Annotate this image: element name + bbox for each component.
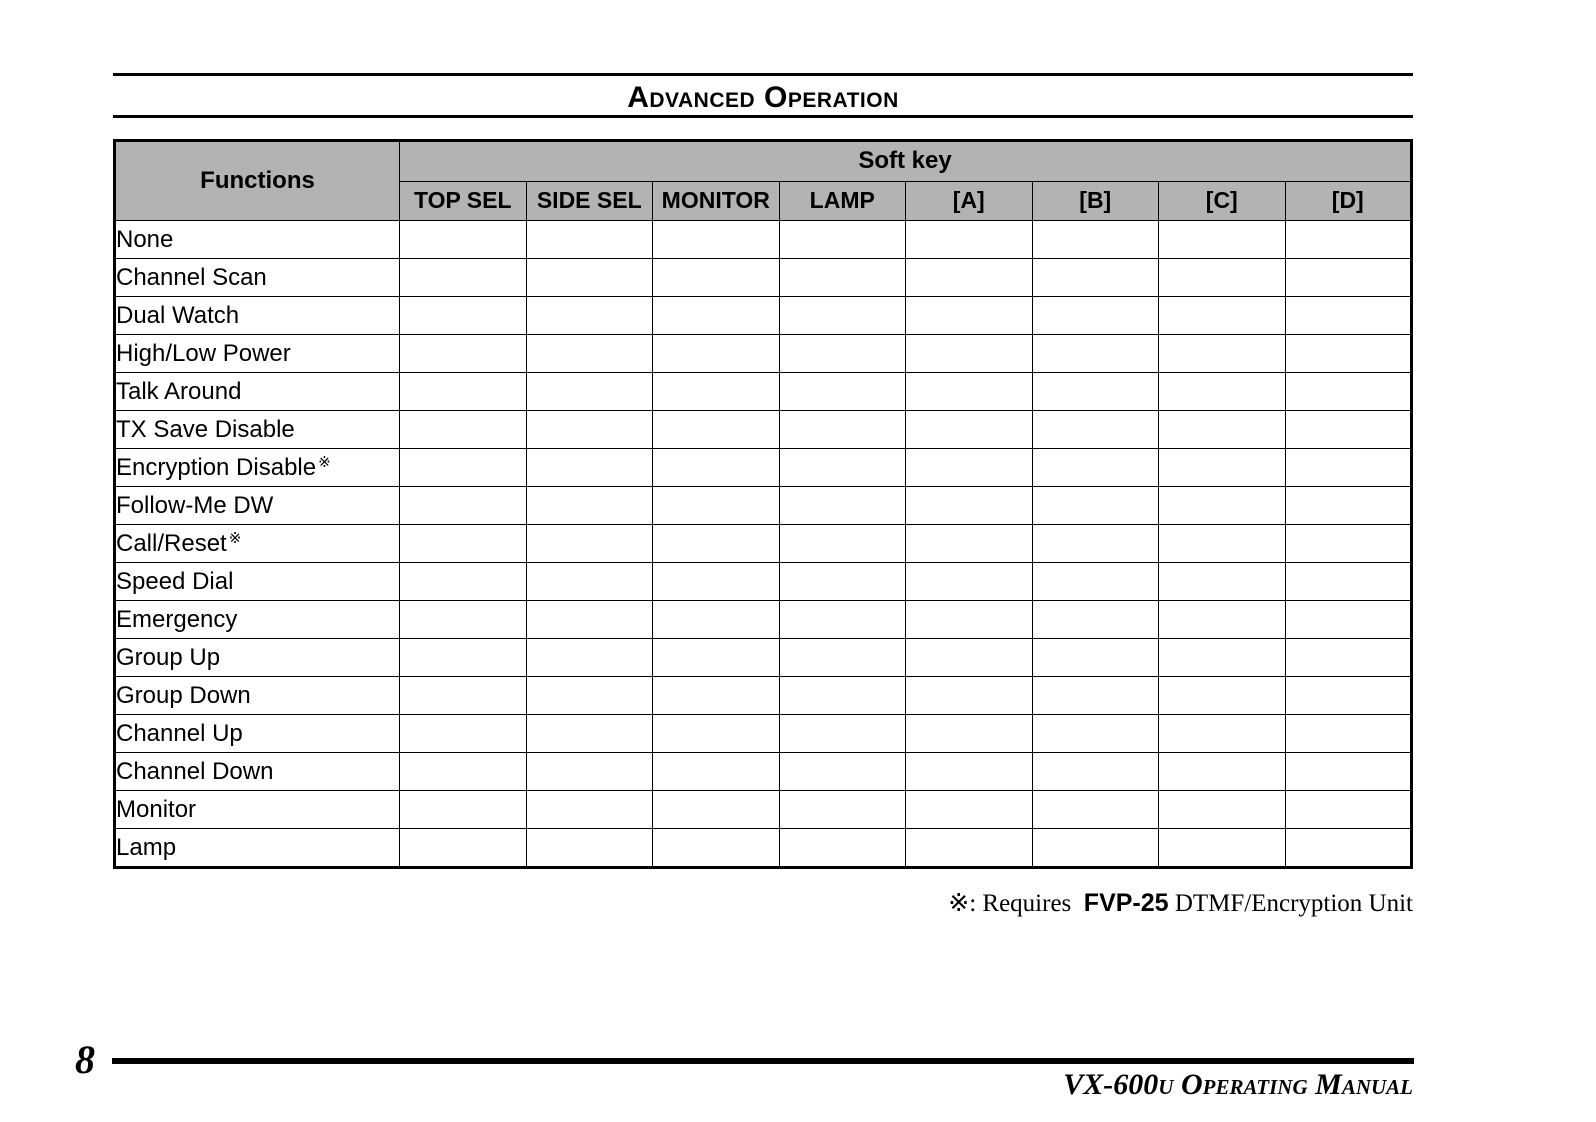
assignment-cell (906, 411, 1033, 449)
footer-rule (112, 1058, 1414, 1064)
assignment-cell (526, 221, 653, 259)
assignment-cell (526, 563, 653, 601)
assignment-cell (1285, 373, 1412, 411)
assignment-cell (400, 639, 527, 677)
assignment-cell (779, 791, 906, 829)
assignment-cell (1032, 791, 1159, 829)
function-label: Talk Around (116, 377, 242, 405)
function-label: Dual Watch (116, 301, 240, 329)
assignment-cell (779, 753, 906, 791)
assignment-cell (906, 715, 1033, 753)
footnote-product: FVP-25 (1083, 889, 1169, 917)
assignment-cell (400, 677, 527, 715)
column-header: [C] (1159, 181, 1286, 221)
assignment-cell (1159, 411, 1286, 449)
function-label: None (116, 225, 174, 253)
assignment-cell (906, 221, 1033, 259)
assignment-cell (653, 753, 780, 791)
assignment-cell (779, 297, 906, 335)
assignment-cell (1032, 525, 1159, 563)
function-label-cell (115, 753, 400, 791)
assignment-cell (1032, 373, 1159, 411)
assignment-cell (653, 601, 780, 639)
function-label: Channel Up (116, 719, 243, 747)
assignment-cell (526, 677, 653, 715)
assignment-cell (1032, 297, 1159, 335)
page-title: Advanced Operation (627, 81, 899, 114)
assignment-cell (1159, 525, 1286, 563)
assignment-cell (1285, 411, 1412, 449)
assignment-cell (779, 335, 906, 373)
assignment-cell (400, 715, 527, 753)
assignment-cell (526, 335, 653, 373)
assignment-cell (526, 373, 653, 411)
assignment-cell (1032, 449, 1159, 487)
softkey-header-bold: Soft (858, 147, 905, 175)
footnote-prefix: : Requires (969, 890, 1072, 917)
assignment-cell (1285, 525, 1412, 563)
function-label-cell (115, 487, 400, 525)
assignment-cell (653, 715, 780, 753)
assignment-cell (906, 677, 1033, 715)
assignment-cell (779, 601, 906, 639)
function-label-cell (115, 525, 400, 563)
footnote-marker: ※ (318, 454, 331, 471)
function-label-cell (115, 411, 400, 449)
table-row (115, 677, 1412, 715)
assignment-cell (400, 563, 527, 601)
softkey-function-table (113, 139, 1413, 869)
assignment-cell (1159, 563, 1286, 601)
assignment-cell (400, 411, 527, 449)
assignment-cell (400, 259, 527, 297)
function-label: Follow-Me DW (116, 491, 274, 519)
assignment-cell (400, 297, 527, 335)
assignment-cell (906, 297, 1033, 335)
assignment-cell (1032, 639, 1159, 677)
assignment-cell (400, 829, 527, 868)
assignment-cell (526, 411, 653, 449)
assignment-cell (1285, 335, 1412, 373)
assignment-cell (1285, 563, 1412, 601)
assignment-cell (526, 449, 653, 487)
assignment-cell (906, 487, 1033, 525)
assignment-cell (653, 487, 780, 525)
table-row (115, 753, 1412, 791)
column-header: [B] (1032, 181, 1159, 221)
function-label: TX Save Disable (116, 415, 295, 443)
assignment-cell (1032, 829, 1159, 868)
function-label-cell (115, 335, 400, 373)
assignment-cell (653, 829, 780, 868)
assignment-cell (653, 525, 780, 563)
assignment-cell (653, 221, 780, 259)
assignment-cell (906, 525, 1033, 563)
assignment-cell (526, 601, 653, 639)
assignment-cell (906, 373, 1033, 411)
table-row (115, 525, 1412, 563)
function-label: Channel Down (116, 757, 274, 785)
assignment-cell (1285, 639, 1412, 677)
table-row (115, 335, 1412, 373)
assignment-cell (1032, 411, 1159, 449)
function-label: Lamp (116, 833, 177, 861)
assignment-cell (653, 449, 780, 487)
assignment-cell (1159, 829, 1286, 868)
assignment-cell (1285, 601, 1412, 639)
function-label: Group Down (116, 681, 251, 709)
table-row (115, 639, 1412, 677)
assignment-cell (400, 335, 527, 373)
assignment-cell (400, 221, 527, 259)
assignment-cell (906, 639, 1033, 677)
assignment-cell (1032, 715, 1159, 753)
assignment-cell (400, 601, 527, 639)
assignment-cell (779, 221, 906, 259)
assignment-cell (1159, 449, 1286, 487)
title-band (113, 73, 1413, 118)
table-row (115, 411, 1412, 449)
assignment-cell (1159, 639, 1286, 677)
assignment-cell (779, 449, 906, 487)
function-label-cell (115, 259, 400, 297)
footnote-mark: ※ (948, 890, 970, 917)
assignment-cell (1159, 715, 1286, 753)
functions-column-header: Functions (115, 141, 400, 221)
assignment-cell (526, 715, 653, 753)
table-row (115, 259, 1412, 297)
assignment-cell (779, 677, 906, 715)
function-label-cell (115, 639, 400, 677)
assignment-cell (1159, 791, 1286, 829)
assignment-cell (400, 487, 527, 525)
assignment-cell (906, 563, 1033, 601)
assignment-cell (779, 563, 906, 601)
function-label-cell (115, 449, 400, 487)
assignment-cell (1159, 487, 1286, 525)
assignment-cell (653, 335, 780, 373)
assignment-cell (1159, 373, 1286, 411)
table-row (115, 715, 1412, 753)
assignment-cell (1285, 829, 1412, 868)
assignment-cell (1159, 335, 1286, 373)
assignment-cell (1159, 297, 1286, 335)
page-number: 8 (75, 1037, 95, 1082)
function-label: Encryption Disable (116, 454, 317, 481)
column-header: SIDE SEL (526, 181, 653, 221)
function-label-cell (115, 297, 400, 335)
function-label: High/Low Power (116, 339, 291, 367)
function-label-cell (115, 829, 400, 868)
footnote (948, 888, 1413, 918)
assignment-cell (1032, 259, 1159, 297)
assignment-cell (526, 829, 653, 868)
table-header-row (115, 141, 1412, 182)
assignment-cell (400, 449, 527, 487)
assignment-cell (1159, 601, 1286, 639)
assignment-cell (526, 639, 653, 677)
assignment-cell (906, 601, 1033, 639)
column-header: MONITOR (653, 181, 780, 221)
assignment-cell (526, 791, 653, 829)
assignment-cell (779, 487, 906, 525)
assignment-cell (1159, 259, 1286, 297)
table-row (115, 829, 1412, 868)
assignment-cell (779, 411, 906, 449)
table-row (115, 791, 1412, 829)
assignment-cell (906, 753, 1033, 791)
assignment-cell (906, 449, 1033, 487)
assignment-cell (1285, 753, 1412, 791)
table-row (115, 221, 1412, 259)
assignment-cell (653, 563, 780, 601)
function-label: Emergency (116, 605, 238, 633)
function-label: Group Up (116, 643, 221, 671)
assignment-cell (1285, 487, 1412, 525)
assignment-cell (1032, 753, 1159, 791)
assignment-cell (906, 259, 1033, 297)
assignment-cell (1032, 601, 1159, 639)
table-row (115, 449, 1412, 487)
assignment-cell (400, 753, 527, 791)
function-label-cell (115, 715, 400, 753)
assignment-cell (1285, 221, 1412, 259)
assignment-cell (779, 829, 906, 868)
column-header: [D] (1285, 181, 1412, 221)
assignment-cell (653, 297, 780, 335)
assignment-cell (1159, 677, 1286, 715)
assignment-cell (1285, 297, 1412, 335)
function-label-cell (115, 221, 400, 259)
assignment-cell (526, 525, 653, 563)
assignment-cell (906, 791, 1033, 829)
assignment-cell (526, 297, 653, 335)
manual-title: VX-600u Operating Manual (1063, 1068, 1413, 1101)
table-row (115, 487, 1412, 525)
assignment-cell (653, 259, 780, 297)
column-header: LAMP (779, 181, 906, 221)
function-label-cell (115, 373, 400, 411)
assignment-cell (526, 259, 653, 297)
assignment-cell (1032, 221, 1159, 259)
assignment-cell (1032, 563, 1159, 601)
function-label: Speed Dial (116, 567, 234, 595)
assignment-cell (653, 639, 780, 677)
assignment-cell (1032, 677, 1159, 715)
assignment-cell (1032, 487, 1159, 525)
assignment-cell (779, 639, 906, 677)
table-row (115, 373, 1412, 411)
softkey-group-header (400, 141, 1412, 182)
column-header: TOP SEL (400, 181, 527, 221)
assignment-cell (526, 487, 653, 525)
assignment-cell (1285, 677, 1412, 715)
table-row (115, 563, 1412, 601)
function-label-cell (115, 791, 400, 829)
assignment-cell (779, 259, 906, 297)
assignment-cell (1032, 335, 1159, 373)
function-label-cell (115, 563, 400, 601)
assignment-cell (653, 791, 780, 829)
assignment-cell (653, 373, 780, 411)
assignment-cell (1285, 715, 1412, 753)
assignment-cell (779, 525, 906, 563)
function-label: Monitor (116, 795, 197, 823)
softkey-header-normal: key (911, 147, 952, 175)
assignment-cell (1285, 449, 1412, 487)
function-label: Channel Scan (116, 263, 267, 291)
function-label-cell (115, 601, 400, 639)
assignment-cell (1159, 221, 1286, 259)
footnote-suffix: DTMF/Encryption Unit (1174, 890, 1413, 917)
table-row (115, 297, 1412, 335)
assignment-cell (1285, 791, 1412, 829)
footnote-marker: ※ (228, 530, 242, 547)
assignment-cell (526, 753, 653, 791)
column-header: [A] (906, 181, 1033, 221)
assignment-cell (906, 829, 1033, 868)
function-label-cell (115, 677, 400, 715)
assignment-cell (779, 715, 906, 753)
assignment-cell (400, 373, 527, 411)
assignment-cell (400, 791, 527, 829)
table-row (115, 601, 1412, 639)
assignment-cell (1159, 753, 1286, 791)
assignment-cell (400, 525, 527, 563)
function-label: Call/Reset (116, 530, 227, 557)
assignment-cell (653, 677, 780, 715)
table-body (115, 221, 1412, 868)
assignment-cell (653, 411, 780, 449)
assignment-cell (779, 373, 906, 411)
assignment-cell (906, 335, 1033, 373)
assignment-cell (1285, 259, 1412, 297)
